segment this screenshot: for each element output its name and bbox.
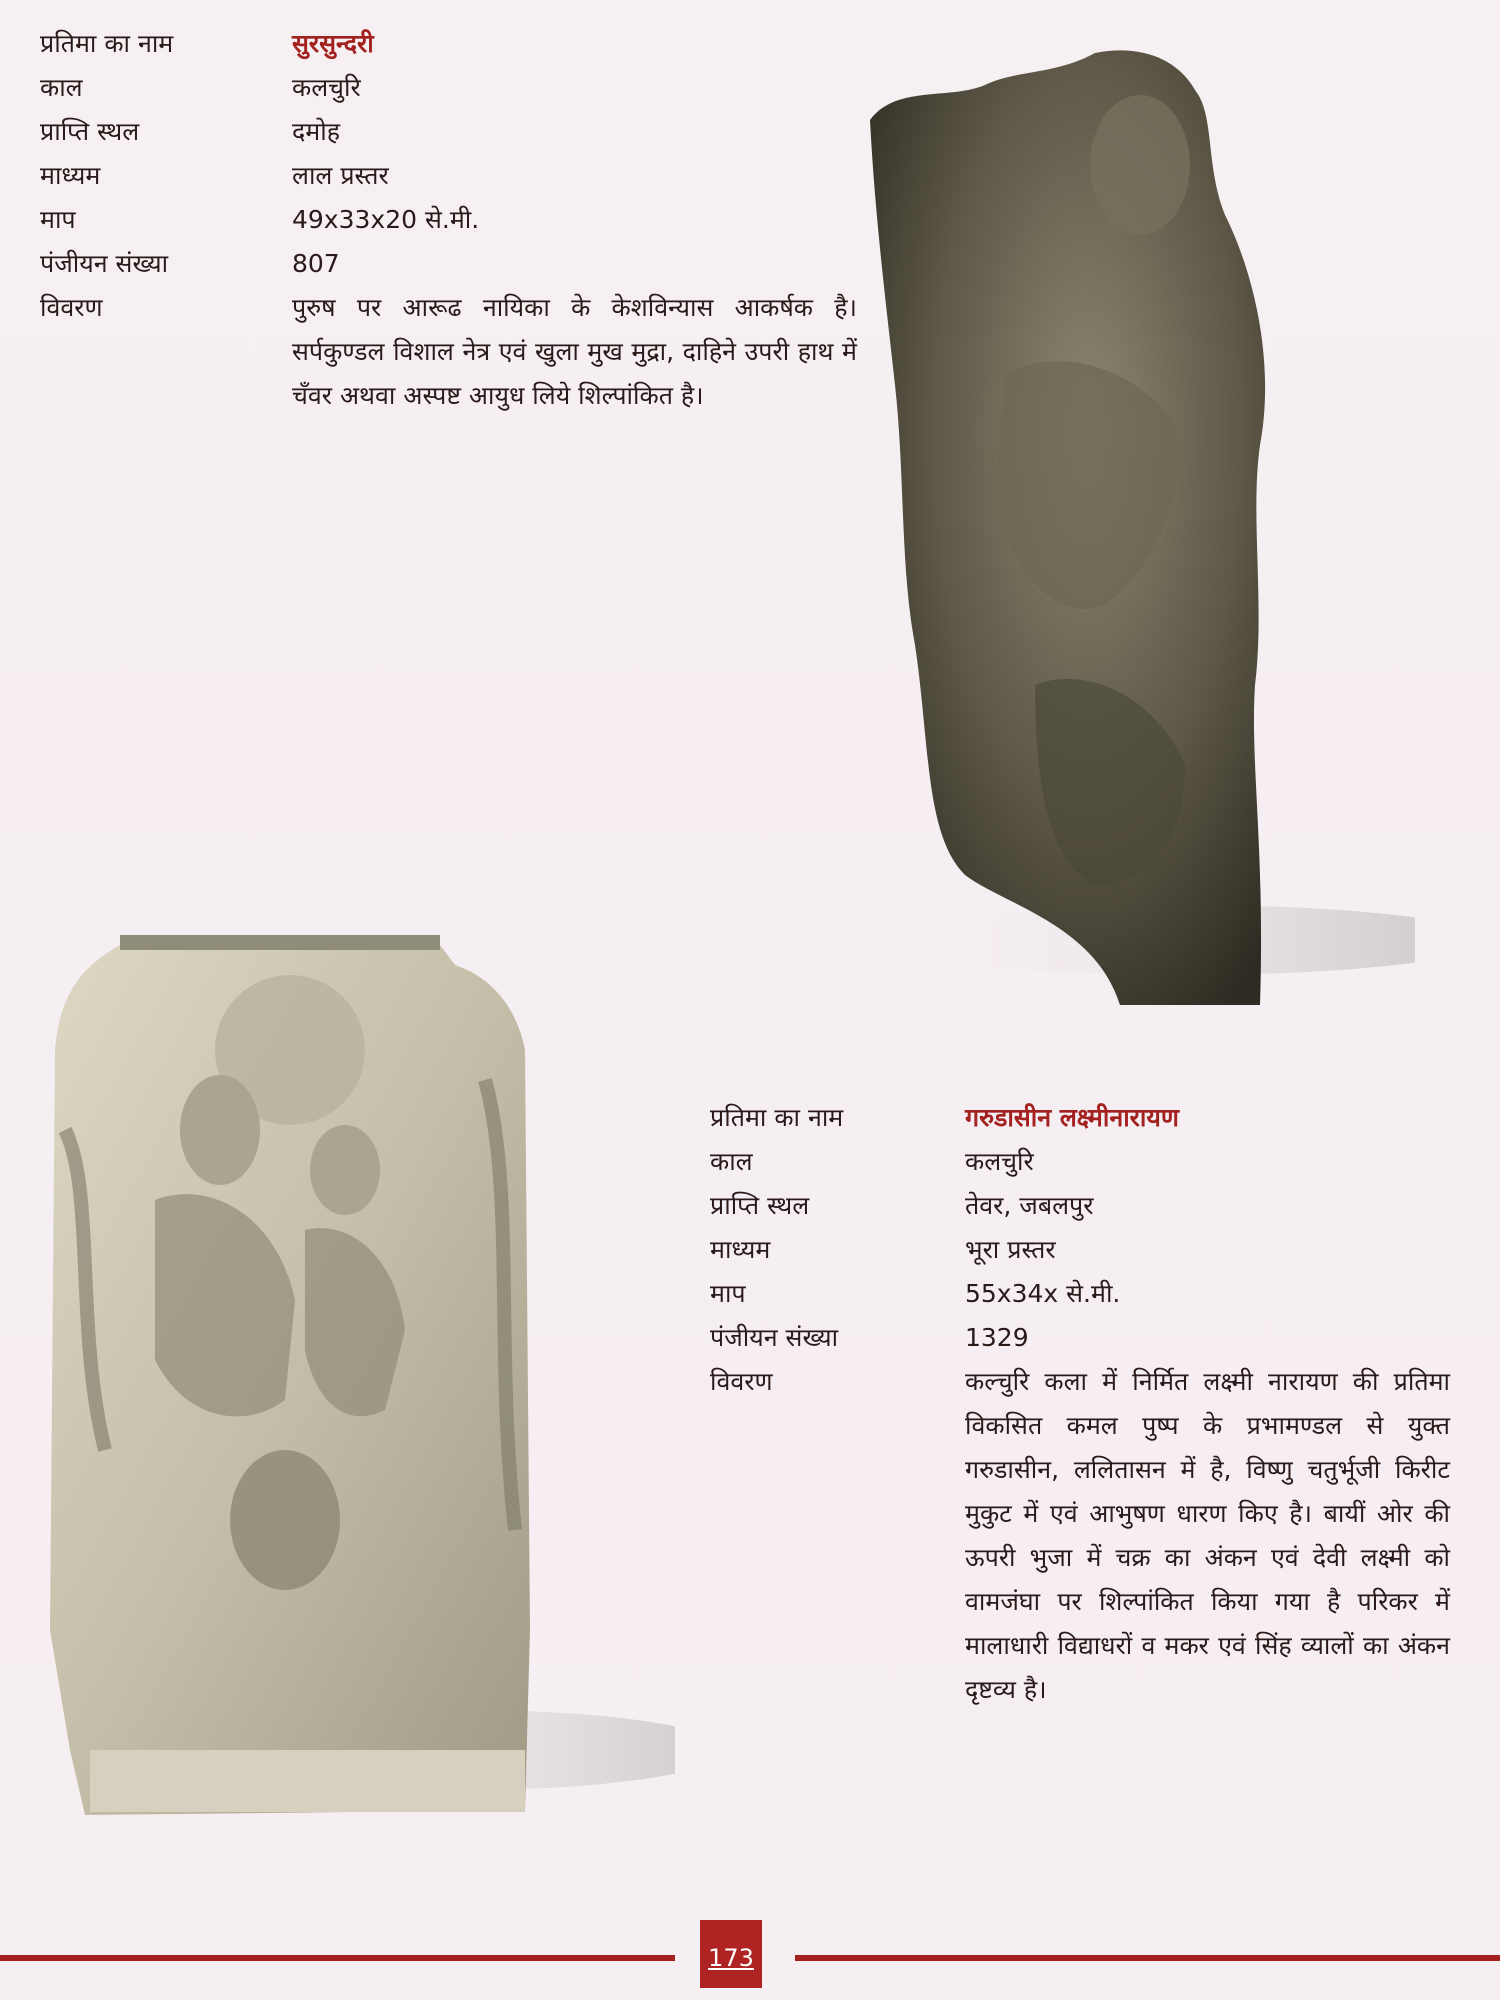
size-value: 55x34x से.मी. [965, 1279, 1121, 1308]
relief-top-edge [120, 935, 440, 950]
period-label: काल [40, 73, 83, 102]
sculpture-photo-surasundari [855, 45, 1415, 1020]
page-number: 173 [700, 1920, 762, 1988]
desc-value: पुरुष पर आरूढ नायिका के केशविन्यास आकर्षक है। सर्पकुण्डल विशाल नेत्र एवं खुला मुख मुद्रा, दाहिने उपरी हाथ में चँवर अथवा अस्पष्ट आयुध लिये शिल्पांकित है। [292, 293, 857, 410]
entry-1-fields [40, 22, 857, 418]
period-value: कलचुरि [965, 1147, 1034, 1176]
vishnu-head [180, 1075, 260, 1185]
found-at-value: तेवर, जबलपुर [965, 1191, 1094, 1220]
reg-no-value: 807 [292, 249, 340, 278]
entry-2-fields [710, 1096, 1450, 1712]
desc-label: विवरण [710, 1367, 773, 1396]
found-at-label: प्राप्ति स्थल [40, 117, 140, 146]
name-label: प्रतिमा का नाम [710, 1103, 844, 1132]
size-label: माप [40, 205, 76, 234]
period-label: काल [710, 1147, 753, 1176]
medium-value: भूरा प्रस्तर [965, 1235, 1056, 1264]
medium-value: लाल प्रस्तर [292, 161, 389, 190]
reg-no-label: पंजीयन संख्या [40, 249, 169, 278]
lakshmi-head [310, 1125, 380, 1215]
sculpture-head [1090, 95, 1190, 235]
sculpture-name: गरुडासीन लक्ष्मीनारायण [965, 1103, 1179, 1132]
period-value: कलचुरि [292, 73, 361, 102]
catalog-entry-2 [710, 1096, 1450, 1712]
catalog-entry-1 [40, 22, 860, 418]
desc-label: विवरण [40, 293, 103, 322]
footer-rule-right [795, 1955, 1500, 1961]
found-at-value: दमोह [292, 117, 340, 146]
found-at-label: प्राप्ति स्थल [710, 1191, 810, 1220]
size-value: 49x33x20 से.मी. [292, 205, 480, 234]
desc-value: कल्चुरि कला में निर्मित लक्ष्मी नारायण की प्रतिमा विकसित कमल पुष्प के प्रभामण्डल से युक्त गरुडासीन, ललितासन में है, विष्णु चतुर्भूजी किरीट मुकुट में एवं आभुषण धारण किए है। बायीं ओर की ऊपरी भुजा में चक्र का अंकन एवं देवी लक्ष्मी को वामजंघा पर शिल्पांकित किया गया है परिकर में मालाधारी विद्याधरों व मकर एवं सिंह व्यालों का अंकन दृष्टव्य है। [965, 1367, 1450, 1704]
relief-base [90, 1750, 525, 1812]
reg-no-label: पंजीयन संख्या [710, 1323, 839, 1352]
garuda-figure [230, 1450, 340, 1590]
size-label: माप [710, 1279, 746, 1308]
medium-label: माध्यम [710, 1235, 771, 1264]
sculpture-name: सुरसुन्दरी [292, 29, 374, 58]
footer-rule-left [0, 1955, 675, 1961]
name-label: प्रतिमा का नाम [40, 29, 174, 58]
sculpture-photo-lakshminarayan [45, 930, 675, 1845]
medium-label: माध्यम [40, 161, 101, 190]
reg-no-value: 1329 [965, 1323, 1029, 1352]
